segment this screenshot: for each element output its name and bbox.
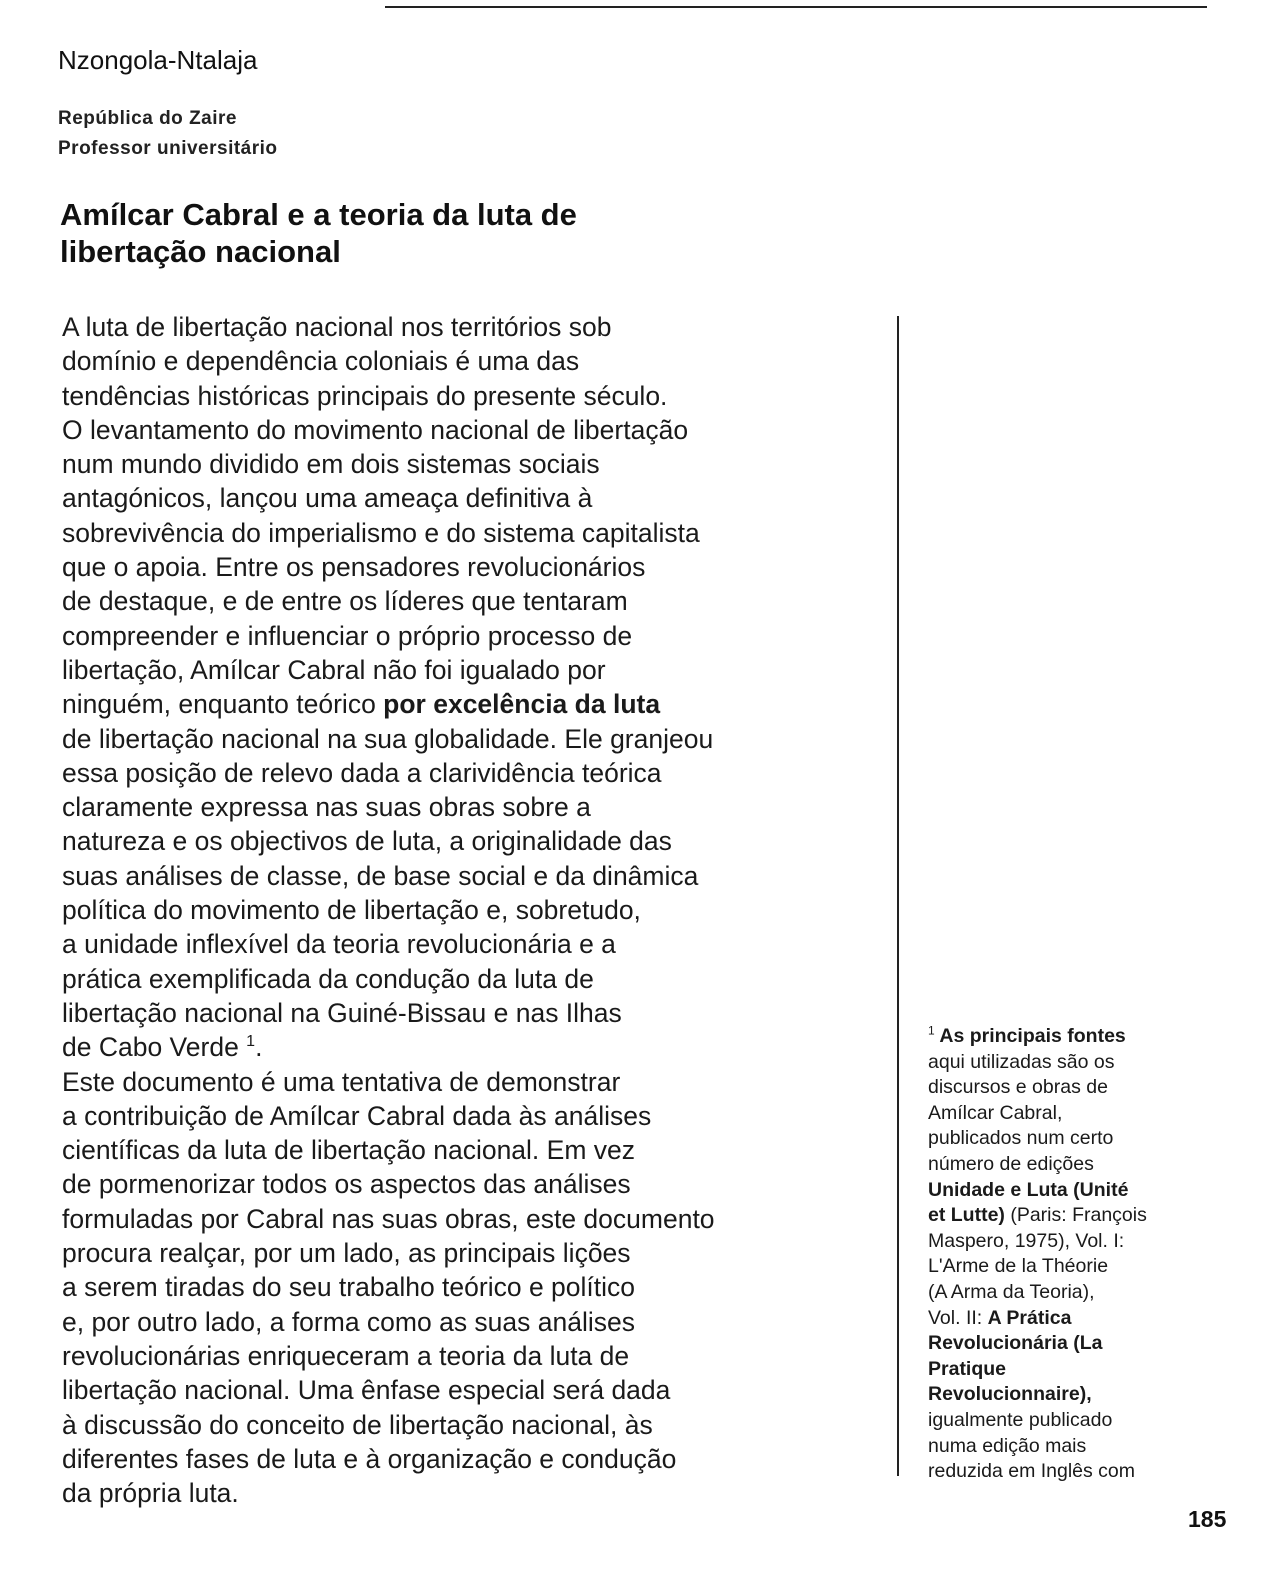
footnote-line [928,1357,1238,1383]
footnote-line: (A Arma da Teoria), [928,1280,1095,1303]
body-line: de destaque, e de entre os líderes que tentaram [62,586,628,617]
affiliation-role: Professor universitário [58,138,278,159]
body-line: antagónicos, lançou uma ameaça definitiva à [62,483,593,514]
footnote-bold-title: Unidade e Luta (Unité [928,1178,1129,1201]
article-title [60,196,780,270]
footnote-reference[interactable]: 1 [246,1033,256,1051]
body-line: A luta de libertação nacional nos territórios sob [62,312,612,342]
body-line: a serem tiradas do seu trabalho teórico e político [62,1272,636,1303]
body-line: a unidade inflexível da teoria revolucionária e a [62,929,616,960]
body-line: formuladas por Cabral nas suas obras, este documento [62,1203,715,1234]
footnote-bold-title: Revolucionária [928,1332,1068,1355]
body-line: procura realçar, por um lado, as principais lições [62,1238,631,1269]
footnote [928,1024,1238,1485]
article-body [62,310,897,1510]
body-line: libertação nacional. Uma ênfase especial será dada [62,1375,671,1406]
footnote-line-text: (La [1067,1332,1103,1355]
footnote-bold-title: Pratique [928,1357,1007,1380]
body-line: revolucionárias enriqueceram a teoria da luta de [62,1340,630,1371]
author-name: Nzongola-Ntalaja [58,45,258,75]
body-line: científicas da luta de libertação nacional. Em vez [62,1135,636,1166]
footnote-line: reduzida em Inglês com [928,1460,1136,1483]
body-line: natureza e os objectivos de luta, a originalidade das [62,826,672,857]
affiliation-country: República do Zaire [58,108,237,129]
body-line: de libertação nacional na sua globalidade. Ele granjeou [62,723,714,754]
body-line: essa posição de relevo dada a clarividência teórica [62,757,662,788]
footnote-line [928,1203,1238,1229]
footnote-line-text: (Paris: François [1004,1204,1147,1227]
footnote-line: aqui utilizadas são os [928,1050,1115,1073]
body-line: política do movimento de libertação e, sobretudo, [62,895,641,926]
body-line: domínio e dependência coloniais é uma das [62,346,580,377]
footnote-line: numa edição mais [928,1434,1087,1457]
body-line: claramente expressa nas suas obras sobre a [62,792,591,823]
body-line: sobrevivência do imperialismo e do sistema capitalista [62,517,700,548]
footnote-line [928,1178,1238,1204]
body-line-text: de Cabo Verde [62,1032,247,1063]
footnote-line: igualmente publicado [928,1408,1113,1431]
footnote-line: publicados num certo [928,1127,1114,1150]
footnote-line: Amílcar Cabral, [928,1101,1063,1124]
body-line: prática exemplificada da condução da luta de [62,963,594,994]
body-line: O levantamento do movimento nacional de libertação [62,414,689,445]
body-line: libertação, Amílcar Cabral não foi igualado por [62,654,606,685]
body-line: diferentes fases de luta e à organização e condução [62,1443,677,1474]
body-line: que o apoia. Entre os pensadores revolucionários [62,552,646,583]
footnote-line: número de edições [928,1152,1094,1175]
title-line-2: libertação nacional [60,234,341,269]
footnote-bold-title: Revolucionnaire), [928,1383,1092,1406]
body-line: a contribuição de Amílcar Cabral dada às análises [62,1100,652,1131]
footnote-line [928,1306,1238,1332]
body-line: Este documento é uma tentativa de demonstrar [62,1066,621,1097]
footnote-line [928,1331,1238,1357]
margin-rule [897,316,899,1476]
author-affiliation [58,104,278,164]
body-line: da própria luta. [62,1478,239,1509]
footnote-line-text: As principais fontes [934,1025,1126,1047]
footnote-line [928,1382,1238,1408]
top-rule [385,6,1207,8]
title-line-1: Amílcar Cabral e a teoria da luta de [60,197,577,232]
page-number: 185 [1188,1506,1227,1532]
footnote-line-text: Vol. II: [928,1306,988,1329]
footnote-line: L'Arme de la Théorie [928,1255,1109,1278]
footnote-line [928,1024,1238,1050]
footnote-line: Maspero, 1975), Vol. I: [928,1229,1125,1252]
body-line: à discussão do conceito de libertação nacional, às [62,1409,653,1440]
body-line: de pormenorizar todos os aspectos das análises [62,1169,631,1200]
footnote-bold-title: et Lutte) [928,1204,1005,1227]
body-line: num mundo dividido em dois sistemas sociais [62,449,600,480]
body-line: tendências históricas principais do presente século. [62,380,668,411]
footnote-ref-suffix: . [255,1032,263,1063]
footnote-line: discursos e obras de [928,1076,1108,1099]
footnote-marker: 1 [928,1023,935,1038]
body-line-text: ninguém, enquanto teórico [62,689,384,720]
body-line: e, por outro lado, a forma como as suas análises [62,1306,635,1337]
footnote-bold-title: A Prática [987,1306,1072,1329]
body-line: compreender e influenciar o próprio processo de [62,620,633,651]
body-line-with-footnote-ref [62,1030,897,1064]
body-line: libertação nacional na Guiné-Bissau e nas Ilhas [62,997,622,1028]
body-line: suas análises de classe, de base social e da dinâmica [62,860,699,891]
emphasis-phrase: por excelência da luta [383,689,661,720]
body-line-with-emphasis [62,687,897,721]
